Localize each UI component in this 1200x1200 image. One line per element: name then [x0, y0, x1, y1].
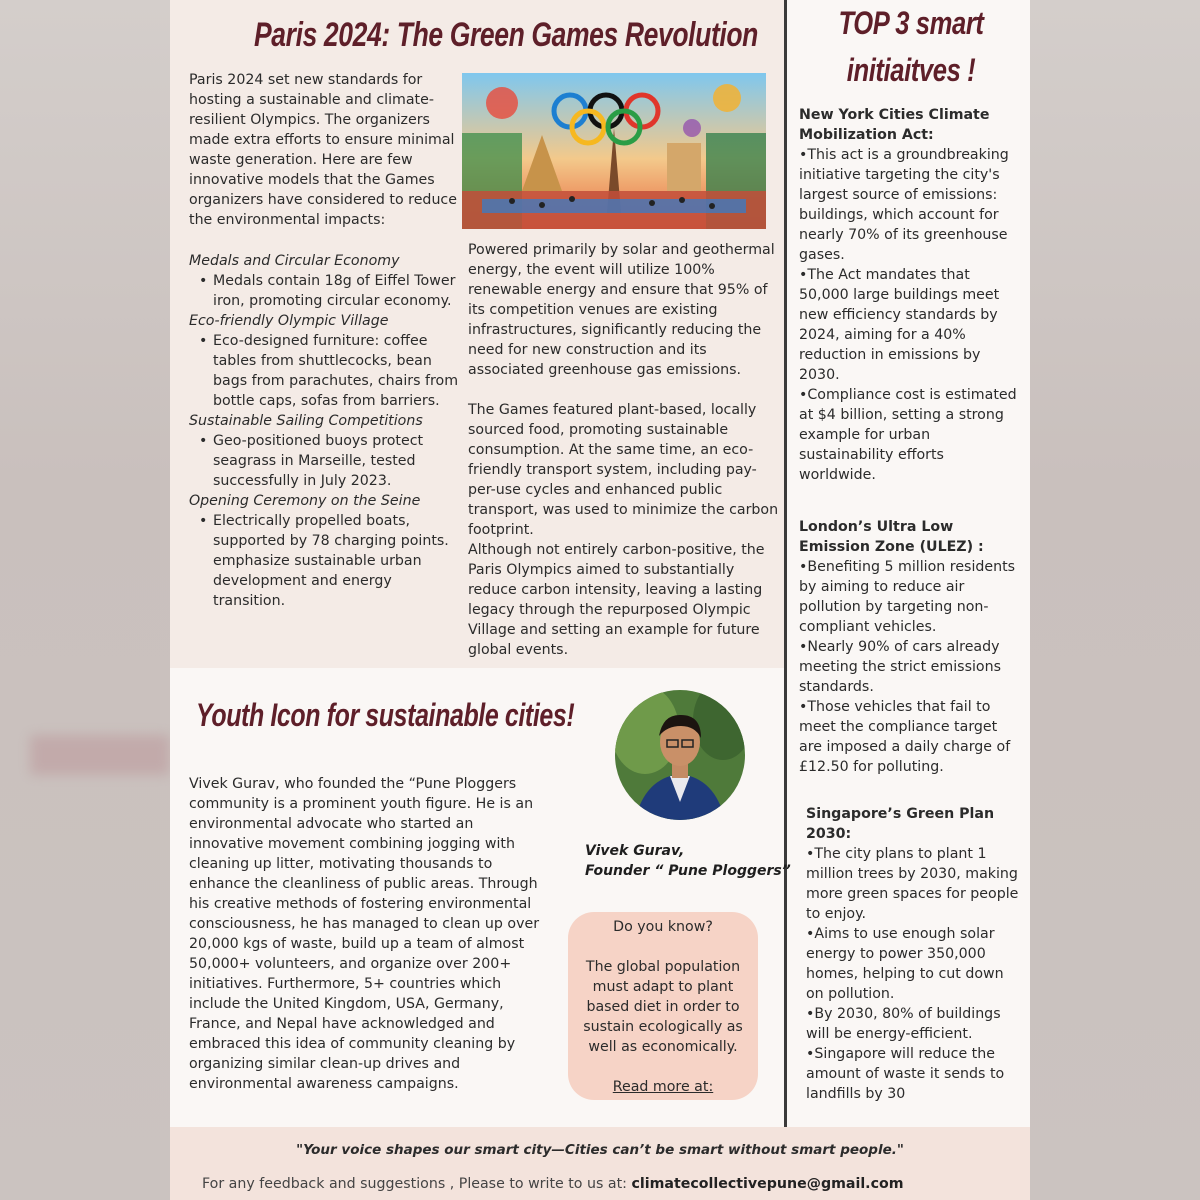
avatar-caption	[585, 841, 791, 881]
column-divider	[784, 0, 787, 1127]
initiative-point: •The Act mandates that 50,000 large buildings meet new efficiency standards by 2024, aiming for a 40% reduction in emissions by 2030.	[799, 267, 1000, 383]
initiative-point: •Those vehicles that fail to meet the compliance target are imposed a daily charge of £12.50 for polluting.	[799, 699, 1011, 775]
initiative-heading: Eco-friendly Olympic Village	[189, 313, 389, 329]
initiative-bullet: • Electrically propelled boats, supported by 78 charging points. emphasize sustainable urban development and energy transition.	[213, 511, 464, 611]
right-backdrop	[1030, 0, 1200, 1200]
initiative-point: •The city plans to plant 1 million trees by 2030, making more green spaces for people to enjoy.	[806, 846, 1019, 922]
initiative-bullet: • Geo-positioned buoys protect seagrass in Marseille, tested successfully in July 2023.	[213, 431, 464, 491]
initiative-card-singapore	[806, 804, 1023, 1104]
youth-body: Vivek Gurav, who founded the “Pune Ploggers community is a prominent youth figure. He is an environmental advocate who started an innovative movement combining jogging with cleaning up litter, motivating thousands to enhance the cleanliness of public areas. Through his creative methods of fostering environmental consciousness, he has managed to clean up over 20,000 kgs of waste, build up a team of almost 50,000+ volunteers, and organize over 200+ initiatives. Furthermore, 5+ countries which include the United Kingdom, USA, Germany, France, and Nepal have acknowledged and embraced this idea of community cleaning by organizing similar clean-up drives and environmental awareness campaigns.	[189, 776, 540, 1092]
energy-paragraph: Powered primarily by solar and geothermal energy, the event will utilize 100% renewable energy and ensure that 95% of its competition venues are existing infrastructures, significantly reducing the need for new construction and its associated greenhouse gas emissions.	[468, 242, 775, 378]
paris-initiatives-list	[189, 251, 464, 611]
initiative-card-heading: London’s Ultra Low Emission Zone (ULEZ) :	[799, 519, 984, 555]
left-backdrop	[0, 0, 170, 1200]
initiative-point: •Aims to use enough solar energy to power 350,000 homes, helping to cut down on pollution.	[806, 926, 1004, 1002]
paris-intro: Paris 2024 set new standards for hosting a sustainable and climate-resilient Olympics. The organizers made extra efforts to ensure minimal waste generation. Here are few innovative models that the Games organizers have considered to reduce the environmental impacts:	[189, 72, 457, 228]
paris-headline: Paris 2024: The Green Games Revolution	[254, 16, 759, 54]
initiative-card-heading: Singapore’s Green Plan 2030:	[806, 806, 995, 842]
contact-email-link[interactable]: climatecollectivepune@gmail.com	[631, 1176, 904, 1192]
initiative-point: •Compliance cost is estimated at $4 billion, setting a strong example for urban sustainability efforts worldwide.	[799, 387, 1017, 483]
initiative-bullet: • Eco-designed furniture: coffee tables from shuttlecocks, bean bags from parachutes, chairs from bottle caps, sofas from barriers.	[213, 331, 464, 411]
initiative-point: •Nearly 90% of cars already meeting the strict emissions standards.	[799, 639, 1001, 695]
caption-name: Vivek Gurav,	[585, 843, 685, 859]
initiative-heading: Sustainable Sailing Competitions	[189, 413, 423, 429]
feedback-line	[202, 1176, 904, 1192]
olympic-illustration	[462, 73, 766, 229]
initiative-point: •Benefiting 5 million residents by aiming to reduce air pollution by targeting non-compliant vehicles.	[799, 559, 1016, 635]
initiative-card-london	[799, 517, 1023, 777]
did-you-know-box	[568, 912, 758, 1100]
read-more-link[interactable]: Read more at:	[612, 1079, 714, 1095]
did-you-know-text: The global population must adapt to plant based diet in order to sustain ecologically as well as economically.	[583, 959, 743, 1055]
initiative-bullet: • Medals contain 18g of Eiffel Tower iron, promoting circular economy.	[213, 271, 464, 311]
legacy-paragraph: Although not entirely carbon-positive, the Paris Olympics aimed to substantially reduce carbon intensity, leaving a lasting legacy through the repurposed Olympic Village and setting an example for future global events.	[468, 542, 765, 658]
initiative-heading: Opening Ceremony on the Seine	[189, 493, 421, 509]
newsletter-page	[170, 0, 1030, 1200]
food-transport-paragraph: The Games featured plant-based, locally sourced food, promoting sustainable consumption. At the same time, an eco-friendly transport system, including pay-per-use cycles and enhanced public transport, was used to minimize the carbon footprint.	[468, 402, 779, 538]
feedback-text: For any feedback and suggestions , Please to write to us at:	[202, 1176, 632, 1192]
caption-role: Founder “ Pune Ploggers”	[585, 863, 791, 879]
initiative-point: •This act is a groundbreaking initiative targeting the city's largest source of emissions: buildings, which account for nearly 70% of its greenhouse gases.	[799, 147, 1009, 263]
left-backdrop-smudge	[30, 735, 170, 775]
initiative-heading: Medals and Circular Economy	[189, 253, 400, 269]
paris-details-column	[468, 240, 782, 660]
did-you-know-title: Do you know?	[613, 919, 713, 935]
initiative-card-newyork	[799, 105, 1023, 485]
top3-headline: TOP 3 smart initiaitves !	[838, 5, 984, 88]
initiative-point: •Singapore will reduce the amount of waste it sends to landfills by 30	[806, 1046, 1005, 1102]
initiative-point: •By 2030, 80% of buildings will be energy-efficient.	[806, 1006, 1001, 1042]
youth-headline: Youth Icon for sustainable cities!	[196, 697, 575, 733]
footer-quote: "Your voice shapes our smart city—Cities can’t be smart without smart people."	[296, 1142, 904, 1158]
initiative-card-heading: New York Cities Climate Mobilization Act:	[799, 107, 990, 143]
avatar	[615, 690, 745, 820]
